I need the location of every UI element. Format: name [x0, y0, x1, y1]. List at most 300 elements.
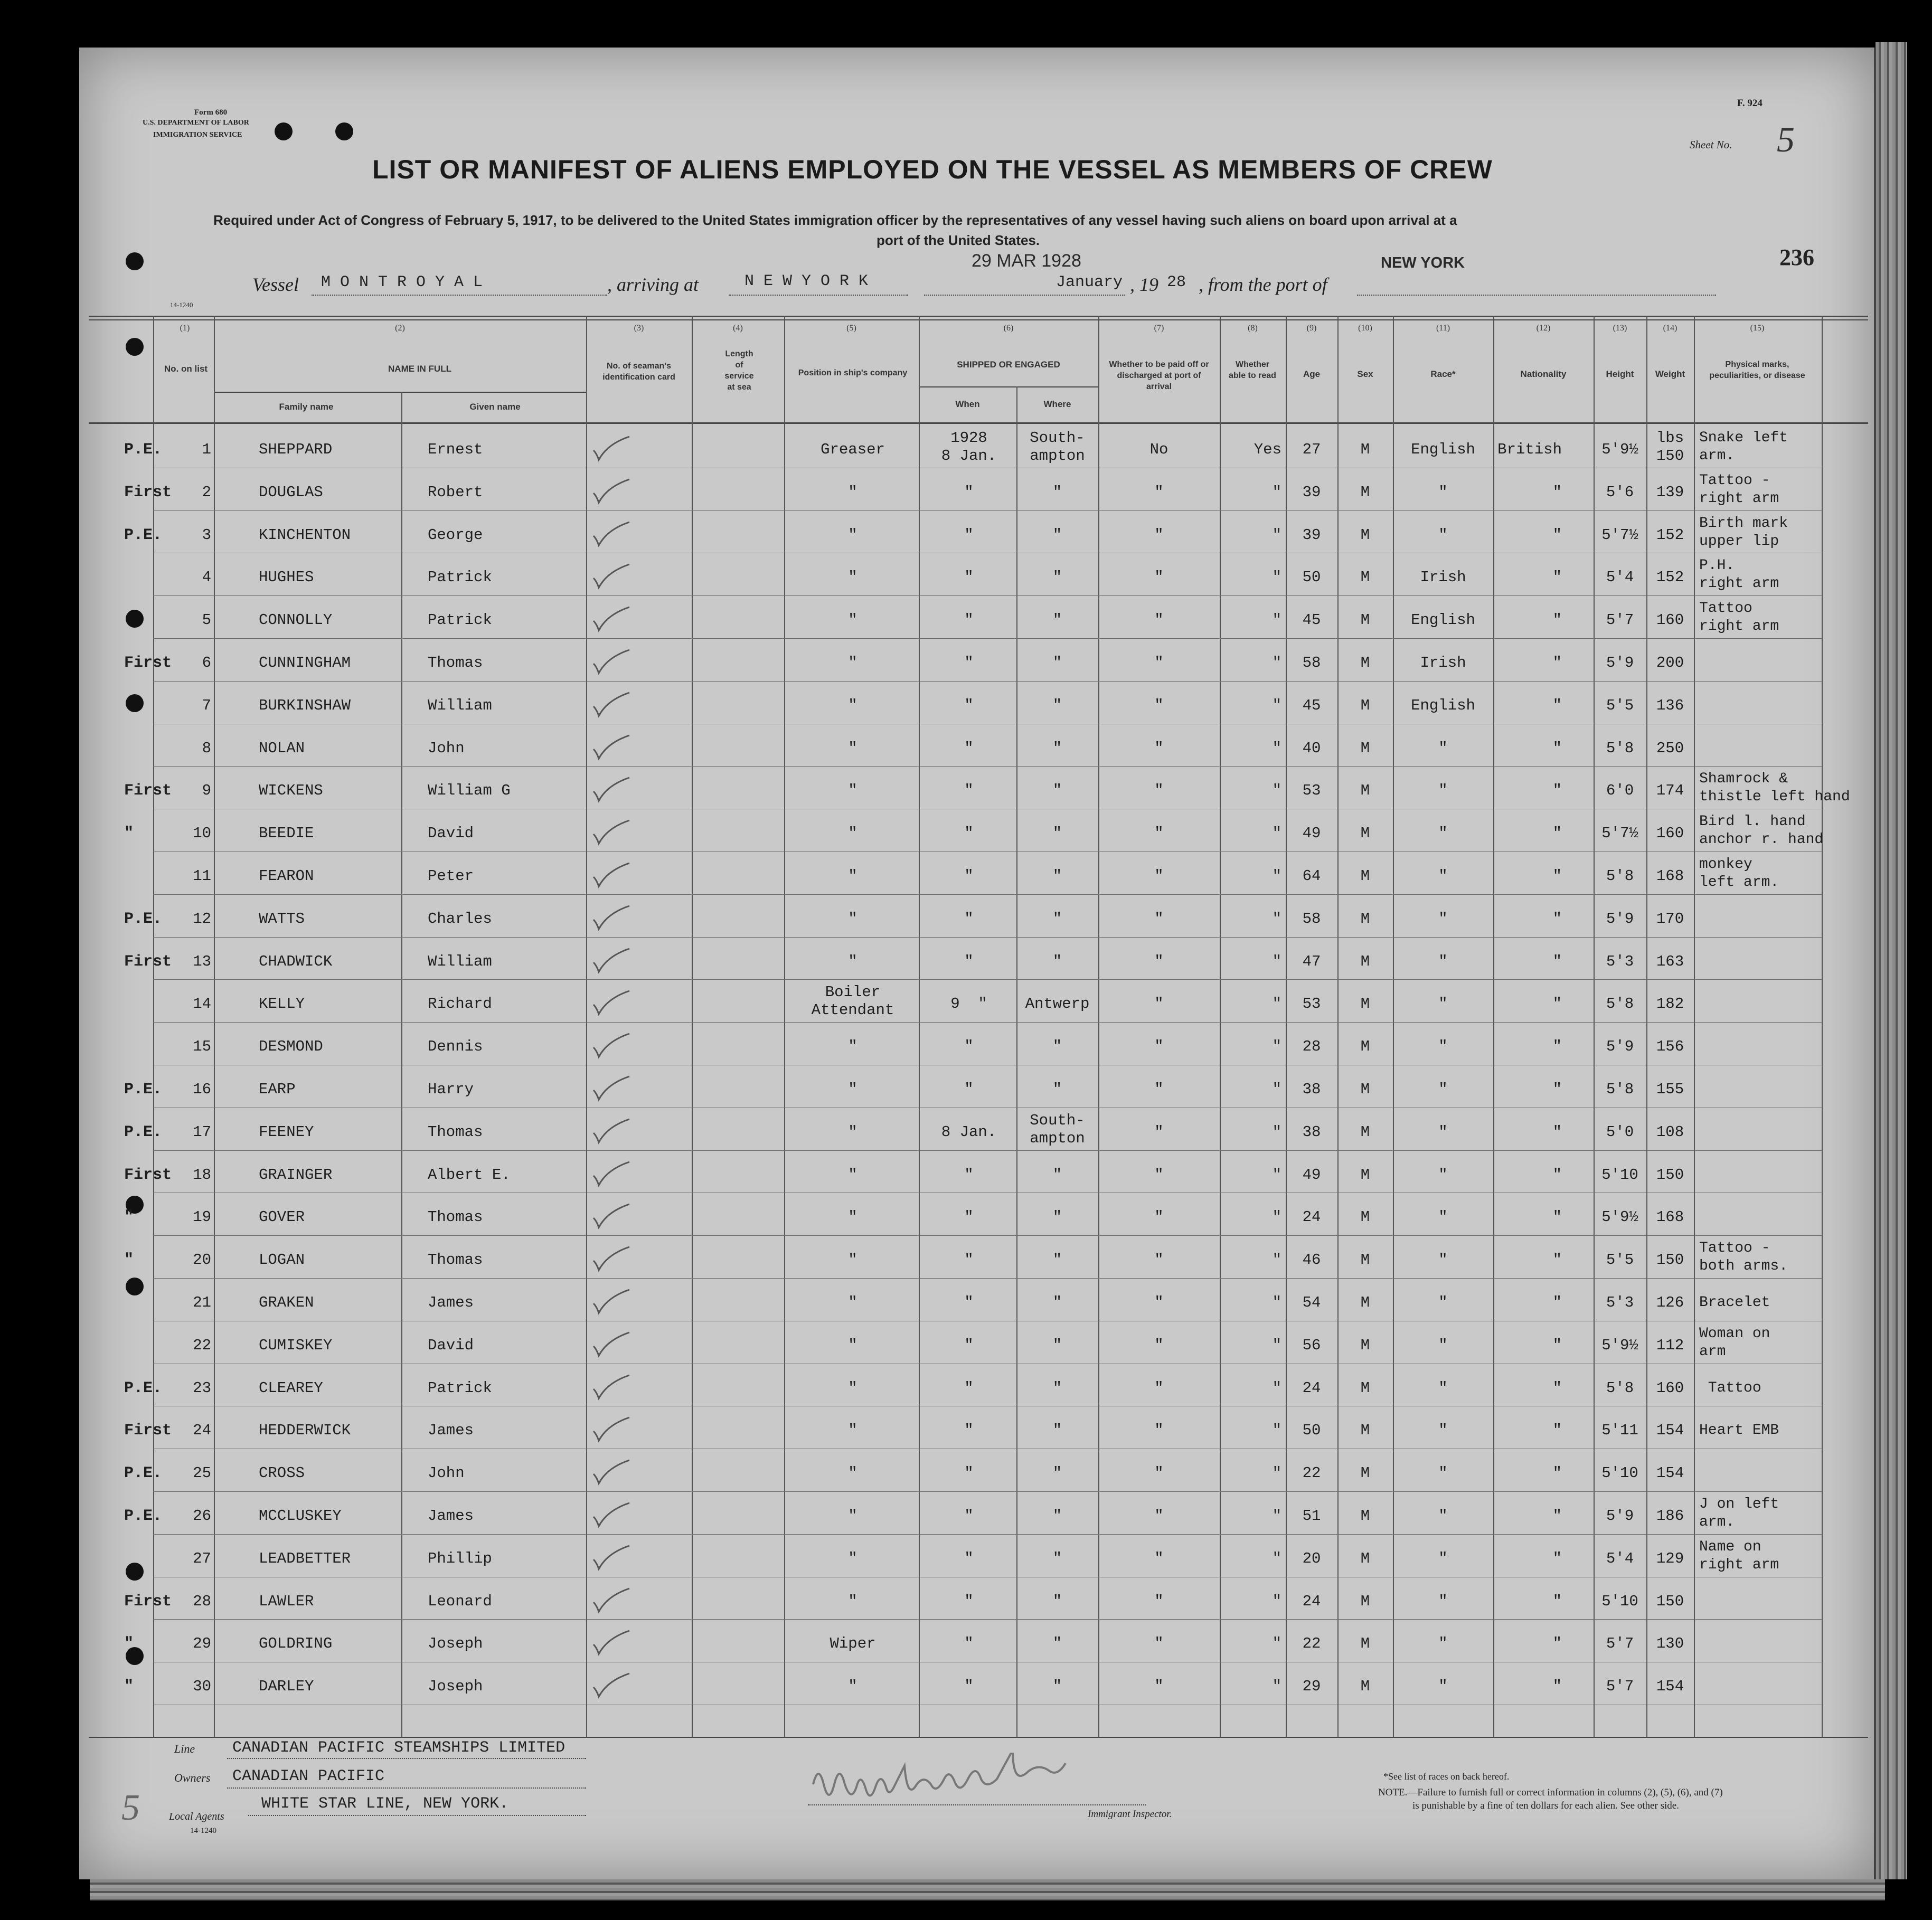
table-bottom-border	[89, 1737, 1868, 1738]
cell-given: Harry	[428, 1081, 474, 1098]
cell-height: 6'0	[1606, 782, 1634, 800]
table-top-border-inner	[89, 319, 1868, 320]
cell-family: HEDDERWICK	[259, 1422, 351, 1440]
cell-mark: P.E.	[124, 1081, 163, 1099]
cell-no: 12	[193, 910, 211, 928]
cell-family: KINCHENTON	[259, 526, 351, 544]
row-divider	[153, 1278, 1822, 1279]
check-mark-icon	[591, 691, 633, 718]
cell-age: 53	[1302, 782, 1321, 800]
col-11-heading: Race*	[1430, 369, 1456, 379]
cell-paid: No	[1149, 441, 1168, 458]
cell-paid: "	[1154, 739, 1164, 757]
cell-height: 5'7	[1606, 611, 1634, 629]
cell-nat: "	[1552, 952, 1562, 970]
check-mark-icon	[591, 818, 633, 846]
cell-read: "	[1272, 739, 1281, 757]
cell-paid: "	[1154, 995, 1164, 1013]
cell-height: 5'9½	[1601, 441, 1638, 458]
owners-underline	[227, 1787, 586, 1789]
check-mark-icon	[591, 733, 633, 761]
cell-no: 17	[193, 1123, 211, 1141]
cell-given: William G	[428, 782, 511, 800]
column-divider	[692, 316, 693, 1737]
column-divider	[784, 316, 785, 1737]
cell-sex: M	[1360, 611, 1370, 629]
cell-sex: M	[1360, 1294, 1370, 1311]
cell-position: "	[848, 952, 857, 970]
cell-sex: M	[1360, 1464, 1370, 1482]
cell-where: "	[1052, 1507, 1062, 1525]
cell-paid: "	[1154, 1251, 1164, 1269]
cell-paid: "	[1154, 1592, 1164, 1610]
col-6b-heading: Where	[1043, 399, 1071, 409]
cell-race: "	[1438, 782, 1448, 800]
cell-race: "	[1438, 1336, 1448, 1354]
cell-no: 23	[193, 1379, 211, 1397]
cell-paid: "	[1154, 1379, 1164, 1397]
cell-age: 47	[1302, 952, 1321, 970]
col-2-heading: NAME IN FULL	[388, 364, 451, 374]
cell-paid: "	[1154, 1549, 1164, 1567]
arrival-date-stamp: 29 MAR 1928	[972, 251, 1081, 271]
cell-read: "	[1272, 1336, 1281, 1354]
col-9-number: (9)	[1306, 324, 1317, 333]
cell-weight: 139	[1656, 483, 1684, 501]
cell-nat: "	[1552, 526, 1562, 544]
cell-read: "	[1272, 696, 1281, 714]
cell-read: "	[1272, 526, 1281, 544]
cell-race: "	[1438, 1507, 1448, 1525]
cell-height: 5'8	[1606, 1081, 1634, 1098]
cell-where: "	[1052, 1294, 1062, 1311]
cell-when: "	[964, 526, 974, 544]
cell-read: "	[1272, 825, 1281, 843]
cell-family: KELLY	[259, 995, 305, 1013]
cell-read: "	[1272, 569, 1281, 587]
cell-height: 5'0	[1606, 1123, 1634, 1141]
cell-height: 5'8	[1606, 739, 1634, 757]
check-mark-icon	[591, 477, 633, 505]
form-number: Form 680	[194, 108, 228, 117]
cell-race: "	[1438, 995, 1448, 1013]
cell-age: 24	[1302, 1379, 1321, 1397]
cell-paid: "	[1154, 825, 1164, 843]
cell-age: 39	[1302, 483, 1321, 501]
cell-nat: "	[1552, 1251, 1562, 1269]
cell-marks: Bracelet	[1699, 1294, 1770, 1311]
cell-no: 26	[193, 1507, 211, 1525]
cell-when: "	[964, 1635, 974, 1653]
cell-paid: "	[1154, 1123, 1164, 1141]
cell-nat: "	[1552, 1166, 1562, 1184]
cell-race: Irish	[1420, 569, 1466, 587]
cell-where: "	[1052, 1592, 1062, 1610]
cell-race: "	[1438, 1166, 1448, 1184]
cell-race: Irish	[1420, 654, 1466, 671]
name-subheader-line	[214, 392, 586, 393]
cell-read: "	[1272, 1294, 1281, 1311]
cell-marks: J on left arm.	[1699, 1496, 1779, 1530]
cell-weight: 163	[1656, 952, 1684, 970]
corner-page-mark: 5	[121, 1787, 140, 1828]
cell-weight: 154	[1656, 1422, 1684, 1440]
cell-family: WATTS	[259, 910, 305, 928]
punch-hole	[126, 1563, 144, 1581]
cell-family: HUGHES	[259, 569, 314, 587]
cell-position: "	[848, 1422, 857, 1440]
check-mark-icon	[591, 1032, 633, 1059]
header-bottom-border	[89, 422, 1868, 424]
punch-hole	[126, 1278, 144, 1295]
cell-mark: P.E.	[124, 1379, 163, 1397]
owners-value: CANADIAN PACIFIC	[232, 1767, 385, 1785]
cell-age: 49	[1302, 825, 1321, 843]
punch-hole	[335, 122, 353, 140]
cell-no: 18	[193, 1166, 211, 1184]
cell-when: "	[964, 1422, 974, 1440]
cell-family: CLEAREY	[259, 1379, 323, 1397]
cell-marks: Tattoo right arm	[1699, 600, 1779, 635]
form-code-top: 14-1240	[170, 301, 193, 309]
cell-where: "	[1052, 867, 1062, 885]
cell-nat: "	[1552, 483, 1562, 501]
cell-no: 4	[202, 569, 211, 587]
cell-weight: 156	[1656, 1038, 1684, 1056]
cell-paid: "	[1154, 1038, 1164, 1056]
arrival-port: N E W Y O R K	[744, 272, 869, 290]
local-agents-label: Local Agents	[169, 1811, 224, 1822]
cell-read: "	[1272, 1678, 1281, 1696]
cell-no: 1	[202, 441, 211, 458]
cell-when: "	[964, 867, 974, 885]
cell-race: "	[1438, 1635, 1448, 1653]
cell-position: "	[848, 1208, 857, 1226]
cell-mark: First	[124, 654, 172, 672]
punch-hole	[126, 694, 144, 712]
cell-age: 24	[1302, 1592, 1321, 1610]
cell-when: "	[964, 952, 974, 970]
cell-sex: M	[1360, 1379, 1370, 1397]
cell-sex: M	[1360, 1422, 1370, 1440]
cell-family: CROSS	[259, 1464, 305, 1482]
sheet-number: 5	[1777, 119, 1795, 159]
cell-position: "	[848, 696, 857, 714]
cell-family: EARP	[259, 1081, 296, 1098]
cell-position: "	[848, 1081, 857, 1098]
row-divider	[153, 979, 1822, 980]
cell-family: LOGAN	[259, 1251, 305, 1269]
cell-given: Richard	[428, 995, 492, 1013]
cell-position: "	[848, 654, 857, 671]
cell-when: "	[964, 825, 974, 843]
cell-sex: M	[1360, 1038, 1370, 1056]
cell-nat: "	[1552, 995, 1562, 1013]
cell-age: 46	[1302, 1251, 1321, 1269]
cell-position: "	[848, 1123, 857, 1141]
footnote-note: NOTE.—Failure to furnish full or correct information in columns (2), (5), (6), and (7)	[1378, 1787, 1723, 1798]
cell-marks: Shamrock & thistle left hand	[1699, 771, 1850, 806]
cell-where: "	[1052, 910, 1062, 928]
cell-weight: 186	[1656, 1507, 1684, 1525]
cell-family: MCCLUSKEY	[259, 1507, 342, 1525]
cell-read: "	[1272, 1123, 1281, 1141]
cell-paid: "	[1154, 1422, 1164, 1440]
cell-no: 9	[202, 782, 211, 800]
cell-family: GRAKEN	[259, 1294, 314, 1311]
cell-read: "	[1272, 483, 1281, 501]
cell-race: "	[1438, 739, 1448, 757]
check-mark-icon	[591, 648, 633, 675]
check-mark-icon	[591, 1415, 633, 1443]
cell-sex: M	[1360, 1251, 1370, 1269]
cell-position: "	[848, 1379, 857, 1397]
cell-where: "	[1052, 739, 1062, 757]
cell-given: John	[428, 739, 465, 757]
cell-no: 16	[193, 1081, 211, 1098]
arrival-month: January	[1056, 273, 1123, 291]
col-1-heading: No. on list	[164, 364, 208, 374]
cell-family: SHEPPARD	[259, 441, 333, 458]
cell-weight: 174	[1656, 782, 1684, 800]
cell-given: David	[428, 825, 474, 843]
cell-race: "	[1438, 1294, 1448, 1311]
cell-height: 5'3	[1606, 1294, 1634, 1311]
cell-read: "	[1272, 1507, 1281, 1525]
cell-mark: P.E.	[124, 1507, 163, 1525]
cell-weight: lbs 150	[1656, 429, 1684, 465]
cell-when: 9 "	[950, 995, 987, 1013]
cell-age: 39	[1302, 526, 1321, 544]
cell-when: "	[964, 1678, 974, 1696]
cell-position: "	[848, 1294, 857, 1311]
cell-age: 45	[1302, 696, 1321, 714]
cell-paid: "	[1154, 696, 1164, 714]
cell-nat: "	[1552, 1123, 1562, 1141]
col-10-number: (10)	[1358, 324, 1372, 333]
col-5-number: (5)	[846, 324, 856, 333]
punch-hole	[126, 338, 144, 356]
cell-family: NOLAN	[259, 739, 305, 757]
cell-family: DARLEY	[259, 1678, 314, 1696]
check-mark-icon	[591, 1586, 633, 1614]
cell-age: 22	[1302, 1635, 1321, 1653]
check-mark-icon	[591, 947, 633, 974]
cell-sex: M	[1360, 867, 1370, 885]
check-mark-icon	[591, 1202, 633, 1229]
cell-paid: "	[1154, 782, 1164, 800]
cell-sex: M	[1360, 1549, 1370, 1567]
column-divider	[214, 316, 215, 1737]
cell-paid: "	[1154, 1464, 1164, 1482]
cell-sex: M	[1360, 569, 1370, 587]
service-name: IMMIGRATION SERVICE	[153, 131, 242, 139]
cell-where: "	[1052, 483, 1062, 501]
cell-given: James	[428, 1294, 474, 1311]
cell-height: 5'7½	[1601, 526, 1638, 544]
cell-age: 64	[1302, 867, 1321, 885]
cell-race: "	[1438, 1251, 1448, 1269]
cell-weight: 168	[1656, 1208, 1684, 1226]
cell-marks: Woman on arm	[1699, 1325, 1770, 1360]
cell-sex: M	[1360, 696, 1370, 714]
cell-where: "	[1052, 569, 1062, 587]
cell-weight: 168	[1656, 867, 1684, 885]
page-number: 236	[1779, 244, 1814, 270]
cell-weight: 150	[1656, 1251, 1684, 1269]
cell-age: 28	[1302, 1038, 1321, 1056]
month-underline	[924, 295, 1125, 296]
cell-position: "	[848, 1678, 857, 1696]
cell-no: 3	[202, 526, 211, 544]
check-mark-icon	[591, 861, 633, 888]
cell-race: "	[1438, 483, 1448, 501]
cell-read: "	[1272, 995, 1281, 1013]
cell-where: "	[1052, 1379, 1062, 1397]
cell-read: "	[1272, 1251, 1281, 1269]
cell-height: 5'10	[1601, 1166, 1638, 1184]
cell-paid: "	[1154, 526, 1164, 544]
cell-height: 5'8	[1606, 867, 1634, 885]
cell-sex: M	[1360, 1507, 1370, 1525]
arriving-label: , arriving at	[607, 274, 699, 295]
cell-height: 5'5	[1606, 1251, 1634, 1269]
cell-paid: "	[1154, 483, 1164, 501]
cell-race: "	[1438, 1422, 1448, 1440]
vessel-label: Vessel	[252, 274, 299, 295]
cell-no: 29	[193, 1635, 211, 1653]
department-name: U.S. DEPARTMENT OF LABOR	[143, 119, 249, 127]
port-stamp: NEW YORK	[1381, 254, 1465, 271]
cell-marks: Bird l. hand anchor r. hand	[1699, 814, 1824, 848]
cell-no: 28	[193, 1592, 211, 1610]
cell-sex: M	[1360, 1592, 1370, 1610]
col-13-heading: Height	[1606, 369, 1634, 379]
col-2b-heading: Given name	[469, 402, 521, 412]
agents-underline	[248, 1815, 586, 1816]
cell-age: 50	[1302, 1422, 1321, 1440]
cell-when: "	[964, 1464, 974, 1482]
cell-mark: P.E.	[124, 910, 163, 928]
cell-nat: "	[1552, 1592, 1562, 1610]
cell-race: "	[1438, 526, 1448, 544]
cell-family: LEADBETTER	[259, 1549, 351, 1567]
cell-read: "	[1272, 867, 1281, 885]
column-divider	[1694, 316, 1695, 1737]
cell-nat: "	[1552, 696, 1562, 714]
cell-weight: 154	[1656, 1678, 1684, 1696]
cell-height: 5'11	[1601, 1422, 1638, 1440]
cell-given: George	[428, 526, 483, 544]
cell-paid: "	[1154, 569, 1164, 587]
check-mark-icon	[591, 1629, 633, 1656]
cell-marks: Heart EMB	[1699, 1422, 1779, 1439]
cell-where: "	[1052, 1251, 1062, 1269]
cell-race: English	[1411, 441, 1475, 458]
cell-position: "	[848, 1251, 857, 1269]
subtitle-line-1: Required under Act of Congress of February 5, 1917, to be delivered to the United States immigration officer by the representatives of any vessel having such aliens on board upon arrival at a	[213, 212, 1457, 228]
line-label: Line	[174, 1742, 195, 1755]
line-value: CANADIAN PACIFIC STEAMSHIPS LIMITED	[232, 1739, 566, 1757]
cell-sex: M	[1360, 910, 1370, 928]
cell-race: "	[1438, 1081, 1448, 1098]
col-6-heading: SHIPPED OR ENGAGED	[957, 360, 1060, 370]
cell-race: "	[1438, 1592, 1448, 1610]
cell-when: "	[964, 1592, 974, 1610]
cell-when: 8 Jan.	[941, 1123, 997, 1141]
cell-age: 24	[1302, 1208, 1321, 1226]
cell-given: James	[428, 1507, 474, 1525]
cell-height: 5'5	[1606, 696, 1634, 714]
cell-age: 53	[1302, 995, 1321, 1013]
cell-age: 58	[1302, 654, 1321, 671]
col-11-number: (11)	[1436, 324, 1450, 333]
cell-weight: 152	[1656, 526, 1684, 544]
cell-nat: "	[1552, 1422, 1562, 1440]
cell-no: 2	[202, 483, 211, 501]
row-divider	[153, 1534, 1822, 1535]
cell-given: Joseph	[428, 1678, 483, 1696]
cell-sex: M	[1360, 654, 1370, 671]
cell-height: 5'9	[1606, 910, 1634, 928]
cell-marks: Tattoo	[1699, 1379, 1761, 1396]
row-divider	[153, 681, 1822, 682]
cell-age: 50	[1302, 569, 1321, 587]
cell-weight: 250	[1656, 739, 1684, 757]
cell-when: "	[964, 483, 974, 501]
cell-age: 49	[1302, 1166, 1321, 1184]
cell-nat: "	[1552, 1294, 1562, 1311]
cell-read: "	[1272, 611, 1281, 629]
cell-age: 27	[1302, 441, 1321, 458]
inspector-label: Immigrant Inspector.	[1088, 1809, 1172, 1820]
cell-no: 6	[202, 654, 211, 671]
cell-where: "	[1052, 696, 1062, 714]
cell-race: "	[1438, 1379, 1448, 1397]
cell-position: "	[848, 483, 857, 501]
cell-paid: "	[1154, 611, 1164, 629]
cell-nat: British	[1497, 441, 1562, 458]
cell-nat: "	[1552, 611, 1562, 629]
cell-nat: "	[1552, 910, 1562, 928]
cell-nat: "	[1552, 1507, 1562, 1525]
cell-family: LAWLER	[259, 1592, 314, 1610]
cell-position: "	[848, 739, 857, 757]
cell-nat: "	[1552, 867, 1562, 885]
cell-when: "	[964, 696, 974, 714]
table-top-border	[89, 316, 1868, 317]
cell-given: Thomas	[428, 1208, 483, 1226]
cell-given: Patrick	[428, 569, 492, 587]
row-divider	[153, 1491, 1822, 1492]
cell-mark: "	[124, 825, 134, 843]
inspector-signature	[808, 1753, 1104, 1811]
cell-nat: "	[1552, 1038, 1562, 1056]
column-divider	[586, 316, 587, 1737]
cell-age: 40	[1302, 739, 1321, 757]
arrival-year: 28	[1167, 273, 1186, 291]
cell-nat: "	[1552, 825, 1562, 843]
cell-sex: M	[1360, 1678, 1370, 1696]
cell-where: "	[1052, 611, 1062, 629]
cell-weight: 154	[1656, 1464, 1684, 1482]
cell-no: 20	[193, 1251, 211, 1269]
col-3-heading: No. of seaman's identification card	[602, 362, 675, 382]
cell-position: "	[848, 1549, 857, 1567]
cell-weight: 160	[1656, 825, 1684, 843]
cell-paid: "	[1154, 654, 1164, 671]
cell-height: 5'7½	[1601, 825, 1638, 843]
